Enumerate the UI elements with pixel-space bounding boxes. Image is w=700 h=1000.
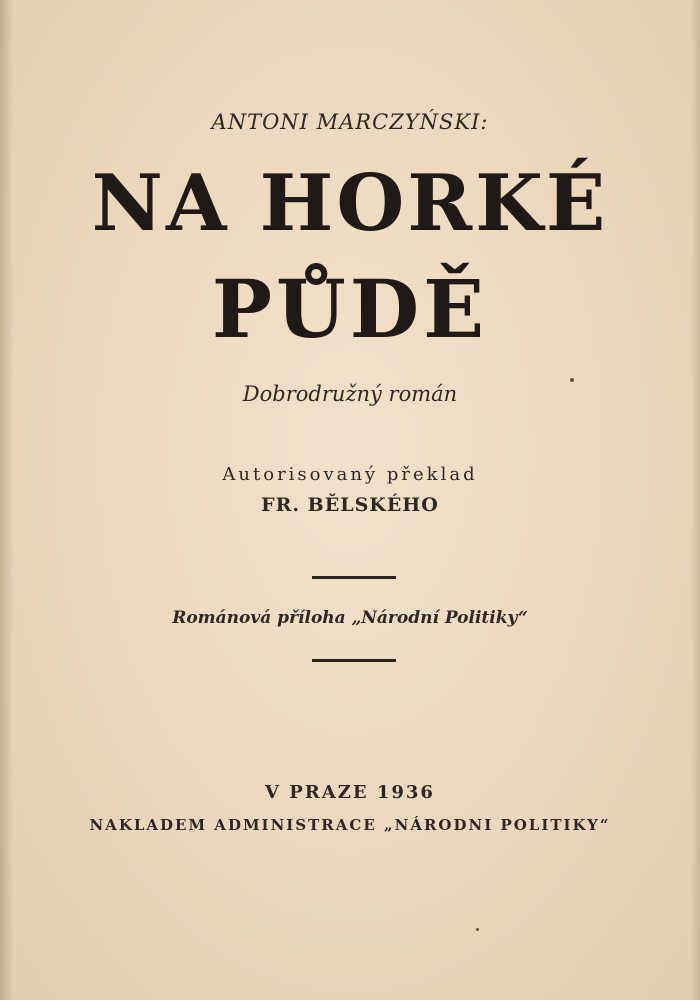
divider-rule-bottom bbox=[312, 659, 396, 662]
paper-speck bbox=[476, 928, 479, 931]
book-title-line-1: NA HORKÉ bbox=[91, 158, 609, 249]
translator-name: FR. BĚLSKÉHO bbox=[261, 494, 439, 516]
translation-note: Autorisovaný překlad bbox=[222, 464, 478, 485]
place-and-year: V PRAZE 1936 bbox=[265, 782, 435, 803]
author-name: ANTONI MARCZYŃSKI: bbox=[211, 110, 489, 134]
paper-speck bbox=[570, 378, 574, 382]
book-subtitle: Dobrodružný román bbox=[242, 382, 458, 406]
publisher-imprint: NAKLADEM ADMINISTRACE „NÁRODNI POLITIKY“ bbox=[89, 816, 611, 834]
divider-rule-top bbox=[312, 576, 396, 579]
supplement-note: Románová příloha „Národní Politiky“ bbox=[172, 608, 528, 628]
book-title-line-2: PŮDĚ bbox=[211, 262, 489, 356]
